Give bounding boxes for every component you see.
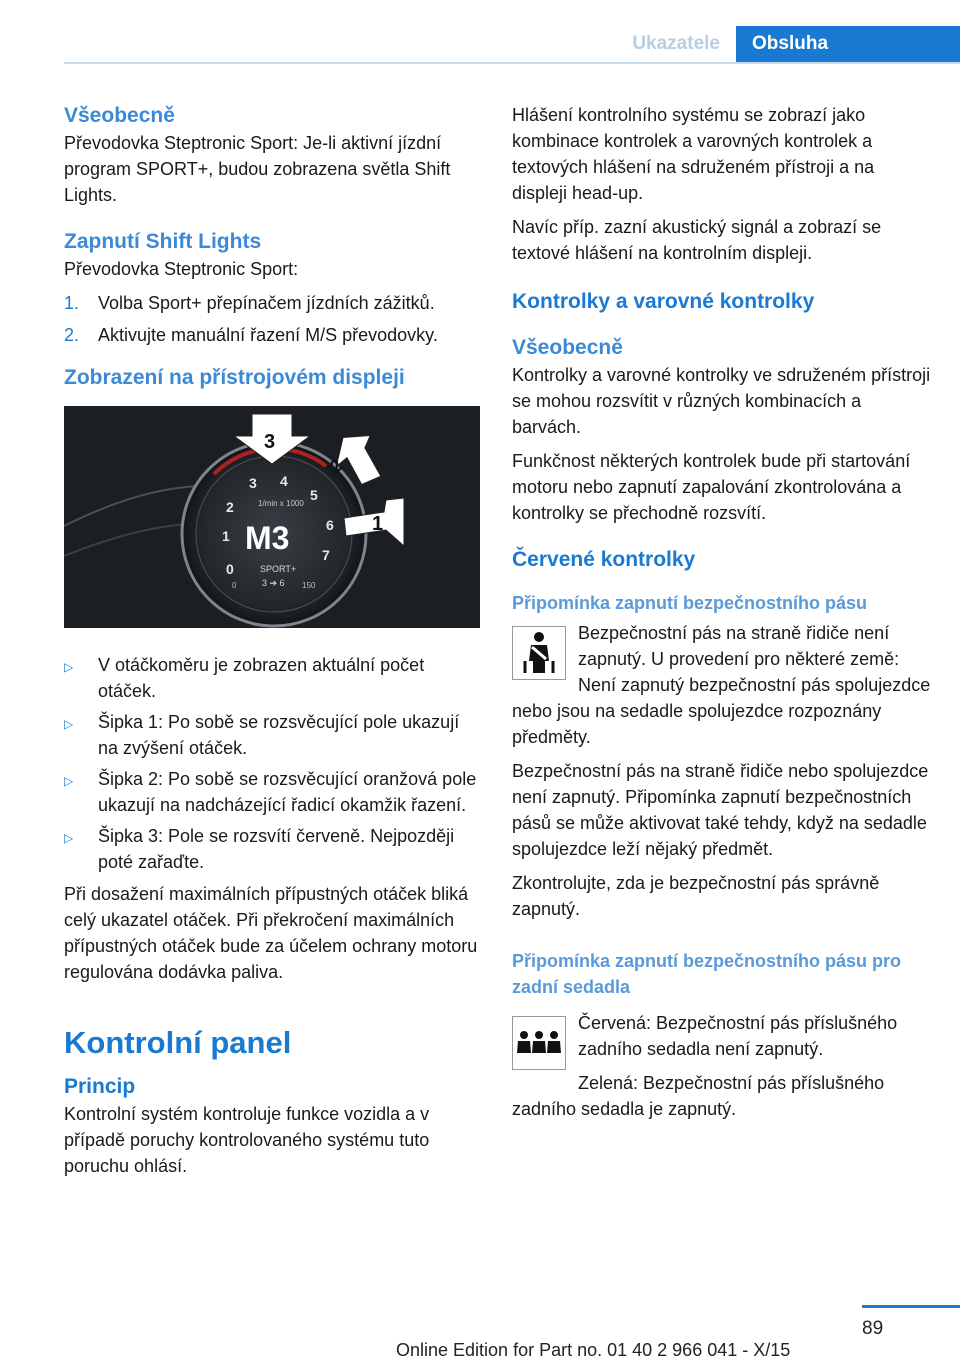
belt-reminder-block [512,620,932,750]
heading-lamps: Kontrolky a varovné kontrolky [512,290,815,313]
heading-general-right: Všeobecně [512,336,623,359]
explanation-list [64,652,482,875]
paragraph-belt-2: Bezpečnostní pás na straně řidiče nebo spolujezdce není zapnutý. Připomínka zapnutí bezpečnostních pásů se může aktivovat také tehdy, když na sedadle spolujezdce leží nějaký předmět. [512,761,929,859]
gear-change-label: 3 ➔ 6 [262,578,285,588]
tick-label: 3 [249,475,257,491]
arrow-2-label: 2 [325,454,347,477]
speed-max-label: 150 [302,581,316,590]
arrow-3-label: 3 [264,431,276,453]
paragraph-principle: Kontrolní systém kontroluje funkce vozidla a v případě poruchy kontrolovaného systému tuto poruchu ohlásí. [64,1104,430,1176]
footer-divider [862,1305,960,1308]
paragraph-general: Převodovka Steptronic Sport: Je-li aktivní jízdní program SPORT+, budou zobrazena světla Shift Lights. [64,133,451,205]
right-column [512,102,932,1122]
tab-ukazatele[interactable]: Ukazatele [632,33,720,54]
paragraph-signal: Navíc příp. zazní akustický signál a zobrazí se textové hlášení na kontrolním displeji. [512,217,882,263]
list-item: 1. Volba Sport+ přepínačem jízdních zážitků. [64,293,435,313]
tick-label: 6 [326,517,334,533]
paragraph-rear-green: Zelená: Bezpečnostní pás příslušného zadního sedadla je zapnutý. [512,1073,885,1119]
paragraph-lamps-general: Kontrolky a varovné kontrolky ve sdruženém přístroji se mohou rozsvítit v různých kombinacích a barvách. [512,365,931,437]
gear-indicator: M3 [245,520,290,556]
left-column [64,102,482,1179]
tachometer-figure [64,406,480,628]
list-item: ▷ Šipka 3: Pole se rozsvítí červeně. Nejpozději poté zařaďte. [64,823,482,875]
heading-belt-reminder: Připomínka zapnutí bezpečnostního pásu [512,593,868,613]
paragraph-belt: Bezpečnostní pás na straně řidiče není zapnutý. U provedení pro některé země: Není zapnutý bezpečnostní pás spolujezdce nebo jsou na sedadle spolujezdce rozpoznány předměty. [512,623,931,747]
triangle-bullet-icon: ▷ [64,717,74,731]
triangle-bullet-icon: ▷ [64,660,74,674]
page-number: 89 [862,1318,884,1339]
seatbelt-icon [512,626,566,680]
tachometer-illustration [64,406,480,628]
top-navigation [592,26,960,62]
paragraph-max-rpm: Při dosažení maximálních přípustných otáček bliká celý ukazatel otáček. Při překročení maximálních přípustných otáček bude za účelem ochrany motoru regulována dodávka paliva. [64,884,478,982]
heading-display: Zobrazení na přístrojovém displeji [64,366,405,389]
list-item: ▷ Šipka 2: Po sobě se rozsvěcující oranžová pole ukazují na nadcházející řadicí okamžik řazení. [64,766,482,818]
list-item: ▷ Šipka 1: Po sobě se rozsvěcující pole ukazují na zvýšení otáček. [64,709,482,761]
heading-red-lamps: Červené kontrolky [512,548,696,571]
paragraph-function-check: Funkčnost některých kontrolek bude při startování motoru nebo zapnutí zapalování zkontrolována a kontrolky se přechodně rozsvítí. [512,451,911,523]
edition-footer: Online Edition for Part no. 01 40 2 966 041 - X/15 [396,1340,791,1360]
paragraph-check-belt: Zkontrolujte, zda je bezpečnostní pás správně zapnutý. [512,873,880,919]
steps-list [64,290,482,348]
paragraph-switch-on: Převodovka Steptronic Sport: [64,259,299,279]
heading-control-panel: Kontrolní panel [64,1025,292,1060]
tick-label: 0 [226,561,234,577]
mode-label: SPORT+ [260,564,297,574]
triangle-bullet-icon: ▷ [64,774,74,788]
tab-obsluha[interactable]: Obsluha [736,26,960,62]
paragraph-rear-red: Červená: Bezpečnostní pás příslušného zadního sedadla není zapnutý. [578,1013,898,1059]
rear-belt-block [512,1010,932,1122]
header-divider [64,62,960,64]
tick-label: 5 [310,487,318,503]
tick-label: 2 [226,499,234,515]
arrow-1-label: 1 [372,513,384,535]
triangle-bullet-icon: ▷ [64,831,74,845]
heading-switch-on: Zapnutí Shift Lights [64,230,262,253]
heading-principle: Princip [64,1075,136,1098]
speed-min-label: 0 [232,581,237,590]
rear-seatbelt-icon [512,1016,566,1070]
list-item: ▷ V otáčkoměru je zobrazen aktuální počet otáček. [64,652,482,704]
tick-label: 7 [322,547,330,563]
list-item: 2. Aktivujte manuální řazení M/S převodovky. [64,325,438,345]
heading-rear-belt: Připomínka zapnutí bezpečnostního pásu pro zadní sedadla [512,951,902,997]
heading-general: Všeobecně [64,104,175,127]
unit-label: 1/min x 1000 [258,499,304,508]
paragraph-messages: Hlášení kontrolního systému se zobrazí jako kombinace kontrolek a varovných kontrolek a textových hlášení na sdruženém přístroji a na displeji head-up. [512,105,875,203]
tick-label: 1 [222,528,230,544]
tick-label: 4 [280,473,288,489]
